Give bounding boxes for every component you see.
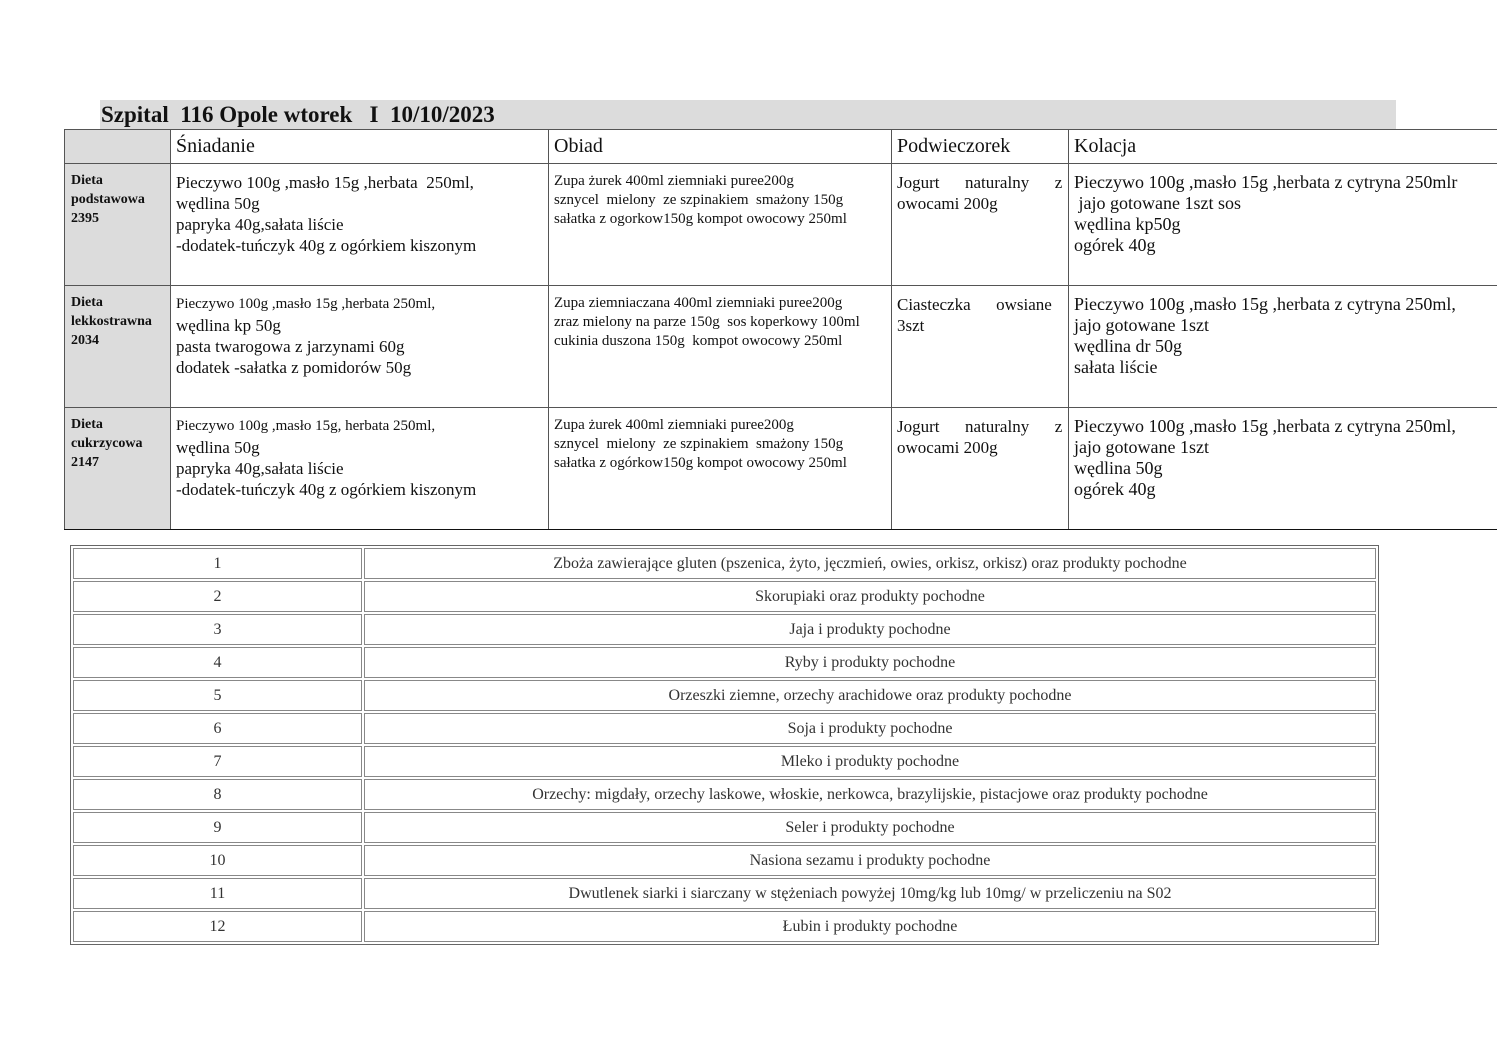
allergen-description: Orzechy: migdały, orzechy laskowe, włoskie, nerkowca, brazylijskie, pistacjowe oraz produkty pochodne [364, 779, 1376, 810]
allergen-description: Jaja i produkty pochodne [364, 614, 1376, 645]
allergen-description: Zboża zawierające gluten (pszenica, żyto, jęczmień, owies, orkisz, orkisz) oraz produkty pochodne [364, 548, 1376, 579]
allergen-description: Orzeszki ziemne, orzechy arachidowe oraz produkty pochodne [364, 680, 1376, 711]
menu-line: sałata liście [1074, 357, 1158, 377]
menu-line: ogórek 40g [1074, 235, 1156, 255]
menu-line: papryka 40g,sałata liście [176, 215, 344, 234]
sniadanie-cell [171, 286, 549, 408]
menu-line: papryka 40g,sałata liście [176, 459, 344, 478]
menu-line: wędlina kp 50g [176, 316, 281, 335]
allergen-number: 12 [73, 911, 362, 942]
diet-code: 2147 [71, 455, 99, 470]
obiad-cell [549, 286, 892, 408]
diet-label: Dieta [71, 417, 103, 432]
diet-name-cell [65, 408, 171, 530]
menu-line: -dodatek-tuńczyk 40g z ogórkiem kiszonym [176, 236, 477, 255]
menu-line: Zupa żurek 400ml ziemniaki puree200g [554, 173, 794, 189]
allergen-row [73, 647, 1376, 678]
menu-line: sznycel mielony ze szpinakiem smażony 150g [554, 192, 844, 208]
allergen-number: 8 [73, 779, 362, 810]
allergen-number: 3 [73, 614, 362, 645]
allergen-row [73, 713, 1376, 744]
allergen-number: 6 [73, 713, 362, 744]
kolacja-cell [1069, 286, 1497, 408]
menu-line: Pieczywo 100g ,masło 15g ,herbata z cytryna 250ml, [1074, 416, 1456, 436]
menu-line: Zupa ziemniaczana 400ml ziemniaki puree200g [554, 295, 843, 311]
allergen-row [73, 878, 1376, 909]
allergen-row [73, 779, 1376, 810]
allergen-description: Nasiona sezamu i produkty pochodne [364, 845, 1376, 876]
menu-line: wędlina 50g [176, 438, 260, 457]
allergen-description: Łubin i produkty pochodne [364, 911, 1376, 942]
menu-line: sałatka z ogorkow150g kompot owocowy 250ml [554, 211, 847, 227]
allergen-row [73, 911, 1376, 942]
diet-label: podstawowa [71, 192, 145, 207]
menu-line: wędlina kp50g [1074, 214, 1181, 234]
diet-label: Dieta [71, 295, 103, 310]
allergen-description: Skorupiaki oraz produkty pochodne [364, 581, 1376, 612]
allergen-description: Soja i produkty pochodne [364, 713, 1376, 744]
allergen-row [73, 614, 1376, 645]
menu-header-row [65, 130, 1497, 164]
menu-line: Pieczywo 100g ,masło 15g ,herbata 250ml, [176, 296, 436, 312]
obiad-cell [549, 408, 892, 530]
menu-line: sznycel mielony ze szpinakiem smażony 150g [554, 436, 844, 452]
allergen-row [73, 680, 1376, 711]
page-title: Szpital 116 Opole wtorek I 10/10/2023 [101, 102, 495, 127]
allergen-description: Mleko i produkty pochodne [364, 746, 1376, 777]
allergen-number: 7 [73, 746, 362, 777]
diet-name-cell [65, 286, 171, 408]
allergen-number: 2 [73, 581, 362, 612]
allergen-row [73, 746, 1376, 777]
kolacja-cell [1069, 164, 1497, 286]
diet-label: lekkostrawna [71, 314, 152, 329]
menu-line: owocami 200g [897, 438, 998, 457]
obiad-cell [549, 164, 892, 286]
menu-line: sałatka z ogórkow150g kompot owocowy 250ml [554, 455, 847, 471]
diet-row [65, 408, 1497, 530]
allergen-number: 5 [73, 680, 362, 711]
diet-row [65, 164, 1497, 286]
menu-line: owocami 200g [897, 194, 998, 213]
menu-line: ogórek 40g [1074, 479, 1156, 499]
menu-line: jajo gotowane 1szt [1074, 437, 1209, 457]
diet-code: 2034 [71, 333, 99, 348]
diet-code: 2395 [71, 211, 99, 226]
menu-line: wędlina 50g [1074, 458, 1163, 478]
allergen-number: 9 [73, 812, 362, 843]
diet-row [65, 286, 1497, 408]
sniadanie-cell [171, 164, 549, 286]
menu-line: Pieczywo 100g ,masło 15g, herbata 250ml, [176, 418, 436, 434]
diet-label: cukrzycowa [71, 436, 143, 451]
column-header-podwieczorek: Podwieczorek [892, 130, 1069, 164]
podwieczorek-cell [892, 164, 1069, 286]
menu-line: -dodatek-tuńczyk 40g z ogórkiem kiszonym [176, 480, 477, 499]
allergen-number: 1 [73, 548, 362, 579]
menu-line: 3szt [897, 316, 925, 335]
podwieczorek-cell [892, 286, 1069, 408]
sniadanie-cell [171, 408, 549, 530]
kolacja-cell [1069, 408, 1497, 530]
column-header-sniadanie: Śniadanie [171, 130, 549, 164]
menu-header-corner [65, 130, 171, 164]
menu-line: jajo gotowane 1szt sos [1074, 193, 1241, 213]
column-header-obiad: Obiad [549, 130, 892, 164]
menu-line: dodatek -sałatka z pomidorów 50g [176, 358, 412, 377]
allergen-row [73, 581, 1376, 612]
menu-line: Jogurt naturalny z [897, 417, 1063, 436]
menu-line: Pieczywo 100g ,masło 15g ,herbata 250ml, [176, 173, 474, 192]
allergen-row [73, 548, 1376, 579]
menu-line: jajo gotowane 1szt [1074, 315, 1209, 335]
diet-label: Dieta [71, 173, 103, 188]
allergen-row [73, 812, 1376, 843]
allergen-description: Dwutlenek siarki i siarczany w stężeniach powyżej 10mg/kg lub 10mg/ w przeliczeniu na S02 [364, 878, 1376, 909]
menu-line: Pieczywo 100g ,masło 15g ,herbata z cytryna 250ml, [1074, 294, 1456, 314]
menu-table [64, 129, 1497, 530]
allergen-number: 11 [73, 878, 362, 909]
allergen-description: Ryby i produkty pochodne [364, 647, 1376, 678]
menu-line: pasta twarogowa z jarzynami 60g [176, 337, 405, 356]
menu-line: Zupa żurek 400ml ziemniaki puree200g [554, 417, 794, 433]
allergen-row [73, 845, 1376, 876]
allergen-number: 10 [73, 845, 362, 876]
podwieczorek-cell [892, 408, 1069, 530]
allergen-table [70, 545, 1379, 945]
menu-line: Jogurt naturalny z [897, 173, 1063, 192]
menu-line: cukinia duszona 150g kompot owocowy 250ml [554, 333, 843, 349]
diet-name-cell [65, 164, 171, 286]
allergen-description: Seler i produkty pochodne [364, 812, 1376, 843]
column-header-kolacja: Kolacja [1069, 130, 1497, 164]
allergen-number: 4 [73, 647, 362, 678]
menu-line: wędlina 50g [176, 194, 260, 213]
menu-line: Ciasteczka owsiane [897, 295, 1052, 314]
menu-line: Pieczywo 100g ,masło 15g ,herbata z cytryna 250mlr [1074, 172, 1458, 192]
menu-line: wędlina dr 50g [1074, 336, 1182, 356]
menu-line: zraz mielony na parze 150g sos koperkowy 100ml [554, 314, 860, 330]
